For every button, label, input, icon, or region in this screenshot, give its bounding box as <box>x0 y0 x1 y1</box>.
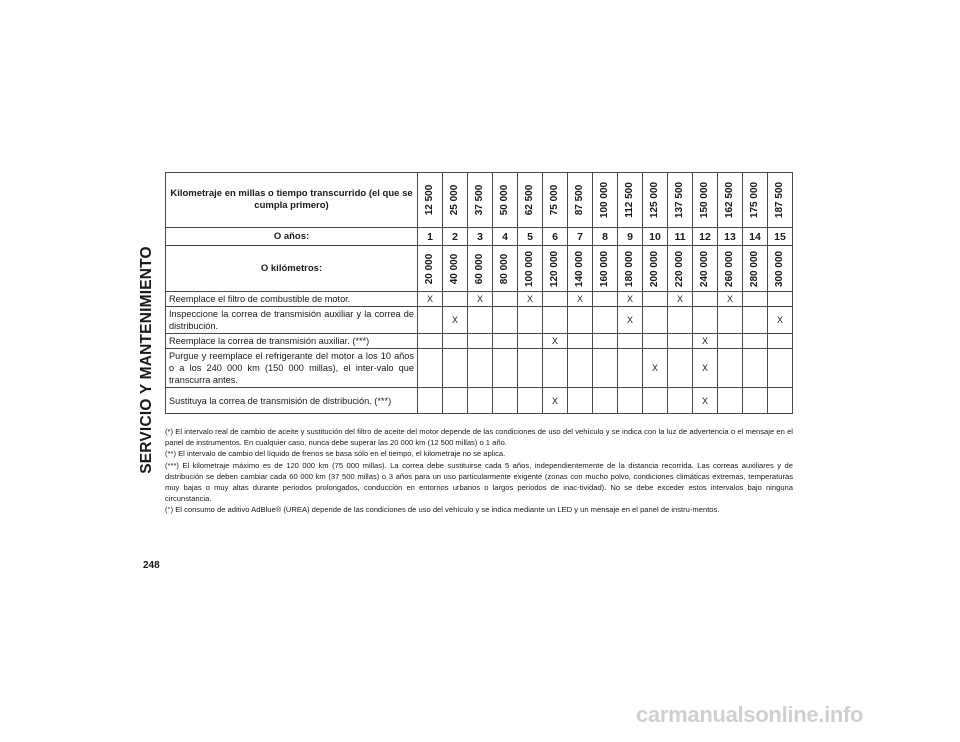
interval-mark <box>618 334 643 349</box>
footnote: (*) El intervalo real de cambio de aceite y sustitución del filtro de aceite del motor depende de las condiciones de uso del vehículo y se indica con la luz de advertencia o el mensaje en el panel de instrumentos. En cualquier caso, nunca debe superar las 20 000 km (12 500 millas) o 1 año. <box>165 427 793 448</box>
interval-mark <box>743 349 768 388</box>
interval-mark: X <box>643 349 668 388</box>
kilometers-header-cell <box>568 246 593 292</box>
maintenance-description: Sustituya la correa de transmisión de distribución. (***) <box>166 388 418 414</box>
interval-mark <box>743 307 768 334</box>
footnotes <box>165 426 793 516</box>
miles-header-cell <box>543 173 568 228</box>
interval-mark <box>668 388 693 414</box>
year-value: 4 <box>493 228 518 246</box>
year-value: 7 <box>568 228 593 246</box>
interval-mark <box>543 307 568 334</box>
interval-mark <box>468 349 493 388</box>
miles-header-cell <box>743 173 768 228</box>
interval-mark <box>568 388 593 414</box>
miles-header-cell <box>418 173 443 228</box>
interval-mark: X <box>518 292 543 307</box>
miles-header-cell <box>768 173 793 228</box>
year-value: 2 <box>443 228 468 246</box>
kilometers-value: 100 000 <box>524 250 535 287</box>
interval-mark <box>568 349 593 388</box>
interval-mark <box>718 334 743 349</box>
kilometers-value: 60 000 <box>474 253 485 284</box>
maintenance-description: Inspeccione la correa de transmisión auxiliar y la correa de distribución. <box>166 307 418 334</box>
miles-value: 37 500 <box>474 184 485 216</box>
miles-header-row <box>166 173 793 228</box>
kilometers-header-cell <box>468 246 493 292</box>
miles-value: 12 500 <box>424 184 435 216</box>
interval-mark <box>618 388 643 414</box>
interval-mark: X <box>543 334 568 349</box>
year-value: 1 <box>418 228 443 246</box>
kilometers-label: O kilómetros: <box>166 246 418 292</box>
year-value: 9 <box>618 228 643 246</box>
miles-value: 62 500 <box>524 184 535 216</box>
interval-mark: X <box>443 307 468 334</box>
miles-value: 75 000 <box>549 184 560 216</box>
kilometers-header-cell <box>743 246 768 292</box>
interval-mark <box>418 307 443 334</box>
kilometers-header-cell <box>768 246 793 292</box>
interval-mark: X <box>468 292 493 307</box>
miles-header-cell <box>668 173 693 228</box>
footnote: (***) El kilometraje máximo es de 120 000 km (75 000 millas). La correa debe sustituirse cada 5 años, independientemente de la distancia recorrida. Las correas auxiliares y de distribución se deben cambiar cada 60 000 km (37 500 millas) o 3 años para un uso particularmente exigente (zonas con mucho polvo, condiciones climáticas extremas, temperaturas muy bajas o muy altas durante periodos prolongados, conducción en entornos urbanos o largos periodos de inac-tividad). No se debe exceder estos intervalos bajo ninguna circunstancia. <box>165 460 793 504</box>
year-value: 6 <box>543 228 568 246</box>
miles-header-cell <box>468 173 493 228</box>
years-label: O años: <box>166 228 418 246</box>
footnote: (**) El intervalo de cambio del líquido de frenos se basa sólo en el tiempo, el kilometraje no se aplica. <box>165 449 506 459</box>
interval-mark <box>768 388 793 414</box>
miles-header-cell <box>593 173 618 228</box>
interval-mark <box>443 292 468 307</box>
interval-mark: X <box>718 292 743 307</box>
interval-mark <box>543 349 568 388</box>
kilometers-value: 160 000 <box>599 250 610 287</box>
kilometers-header-cell <box>493 246 518 292</box>
year-value: 5 <box>518 228 543 246</box>
kilometers-header-cell <box>718 246 743 292</box>
interval-mark <box>518 388 543 414</box>
interval-mark: X <box>693 388 718 414</box>
maintenance-description: Purgue y reemplace el refrigerante del motor a los 10 años o a los 240 000 km (150 000 millas), el inter-valo que transcurra antes. <box>166 349 418 388</box>
miles-value: 87 500 <box>574 184 585 216</box>
miles-value: 125 000 <box>649 181 660 219</box>
interval-mark <box>518 334 543 349</box>
interval-mark <box>418 349 443 388</box>
kilometers-value: 80 000 <box>499 253 510 284</box>
kilometers-value: 180 000 <box>624 250 635 287</box>
kilometers-value: 140 000 <box>574 250 585 287</box>
mileage-header-label: Kilometraje en millas o tiempo transcurrido (el que se cumpla primero) <box>166 173 418 228</box>
interval-mark <box>468 334 493 349</box>
year-value: 15 <box>768 228 793 246</box>
interval-mark <box>643 307 668 334</box>
kilometers-header-cell <box>693 246 718 292</box>
interval-mark <box>768 292 793 307</box>
interval-mark <box>493 349 518 388</box>
maintenance-schedule-table <box>165 172 793 414</box>
miles-header-cell <box>618 173 643 228</box>
kilometers-value: 200 000 <box>649 250 660 287</box>
watermark: carmanualsonline.info <box>636 702 864 727</box>
interval-mark <box>518 349 543 388</box>
interval-mark: X <box>768 307 793 334</box>
kilometers-header-cell <box>518 246 543 292</box>
interval-mark <box>743 334 768 349</box>
kilometers-header-cell <box>643 246 668 292</box>
kilometers-value: 260 000 <box>724 250 735 287</box>
kilometers-header-cell <box>418 246 443 292</box>
kilometers-header-cell <box>668 246 693 292</box>
interval-mark <box>493 292 518 307</box>
years-row <box>166 228 793 246</box>
interval-mark <box>593 388 618 414</box>
maintenance-row <box>166 307 793 334</box>
interval-mark <box>543 292 568 307</box>
interval-mark: X <box>568 292 593 307</box>
interval-mark <box>768 334 793 349</box>
interval-mark <box>443 388 468 414</box>
miles-header-cell <box>493 173 518 228</box>
interval-mark <box>568 334 593 349</box>
interval-mark <box>693 292 718 307</box>
interval-mark <box>668 334 693 349</box>
year-value: 8 <box>593 228 618 246</box>
year-value: 3 <box>468 228 493 246</box>
maintenance-description: Reemplace la correa de transmisión auxiliar. (***) <box>166 334 418 349</box>
miles-value: 162 500 <box>724 181 735 219</box>
miles-value: 100 000 <box>599 181 610 219</box>
miles-header-cell <box>693 173 718 228</box>
interval-mark: X <box>418 292 443 307</box>
interval-mark: X <box>693 349 718 388</box>
interval-mark <box>743 292 768 307</box>
kilometers-value: 240 000 <box>699 250 710 287</box>
interval-mark <box>443 334 468 349</box>
interval-mark <box>618 349 643 388</box>
interval-mark: X <box>693 334 718 349</box>
miles-header-cell <box>518 173 543 228</box>
interval-mark <box>418 334 443 349</box>
kilometers-header-cell <box>443 246 468 292</box>
interval-mark <box>568 307 593 334</box>
kilometers-value: 40 000 <box>449 253 460 284</box>
interval-mark <box>718 307 743 334</box>
kilometers-header-cell <box>593 246 618 292</box>
footnote: (°) El consumo de aditivo AdBlue® (UREA) depende de las condiciones de uso del vehículo y se indica mediante un LED y un mensaje en el panel de instru-mentos. <box>165 505 720 515</box>
interval-mark <box>693 307 718 334</box>
interval-mark <box>718 349 743 388</box>
maintenance-description: Reemplace el filtro de combustible de motor. <box>166 292 418 307</box>
miles-header-cell <box>443 173 468 228</box>
maintenance-row <box>166 349 793 388</box>
maintenance-row <box>166 292 793 307</box>
year-value: 12 <box>693 228 718 246</box>
interval-mark <box>593 307 618 334</box>
kilometers-header-cell <box>543 246 568 292</box>
kilometers-row <box>166 246 793 292</box>
interval-mark <box>643 388 668 414</box>
section-title <box>136 172 158 547</box>
miles-value: 25 000 <box>449 184 460 216</box>
interval-mark <box>593 292 618 307</box>
year-value: 10 <box>643 228 668 246</box>
miles-header-cell <box>568 173 593 228</box>
interval-mark: X <box>618 307 643 334</box>
kilometers-value: 300 000 <box>774 250 785 287</box>
year-value: 14 <box>743 228 768 246</box>
kilometers-value: 220 000 <box>674 250 685 287</box>
miles-value: 50 000 <box>499 184 510 216</box>
interval-mark <box>718 388 743 414</box>
miles-value: 175 000 <box>749 181 760 219</box>
interval-mark <box>493 388 518 414</box>
interval-mark <box>418 388 443 414</box>
interval-mark <box>518 307 543 334</box>
year-value: 11 <box>668 228 693 246</box>
interval-mark: X <box>618 292 643 307</box>
miles-value: 112 500 <box>624 182 635 218</box>
interval-mark <box>668 307 693 334</box>
interval-mark <box>493 307 518 334</box>
page-number: 248 <box>143 560 160 571</box>
interval-mark: X <box>668 292 693 307</box>
section-title-text: SERVICIO Y MANTENIMIENTO <box>138 245 155 474</box>
interval-mark <box>643 292 668 307</box>
miles-value: 137 500 <box>674 181 685 219</box>
interval-mark: X <box>543 388 568 414</box>
maintenance-row <box>166 388 793 414</box>
kilometers-header-cell <box>618 246 643 292</box>
maintenance-row <box>166 334 793 349</box>
interval-mark <box>493 334 518 349</box>
miles-value: 187 500 <box>774 181 785 219</box>
kilometers-value: 280 000 <box>749 250 760 287</box>
interval-mark <box>443 349 468 388</box>
kilometers-value: 120 000 <box>549 250 560 287</box>
interval-mark <box>468 388 493 414</box>
interval-mark <box>468 307 493 334</box>
interval-mark <box>768 349 793 388</box>
miles-value: 150 000 <box>699 181 710 219</box>
interval-mark <box>593 334 618 349</box>
interval-mark <box>643 334 668 349</box>
interval-mark <box>743 388 768 414</box>
miles-header-cell <box>718 173 743 228</box>
year-value: 13 <box>718 228 743 246</box>
interval-mark <box>668 349 693 388</box>
miles-header-cell <box>643 173 668 228</box>
kilometers-value: 20 000 <box>424 253 435 284</box>
interval-mark <box>593 349 618 388</box>
